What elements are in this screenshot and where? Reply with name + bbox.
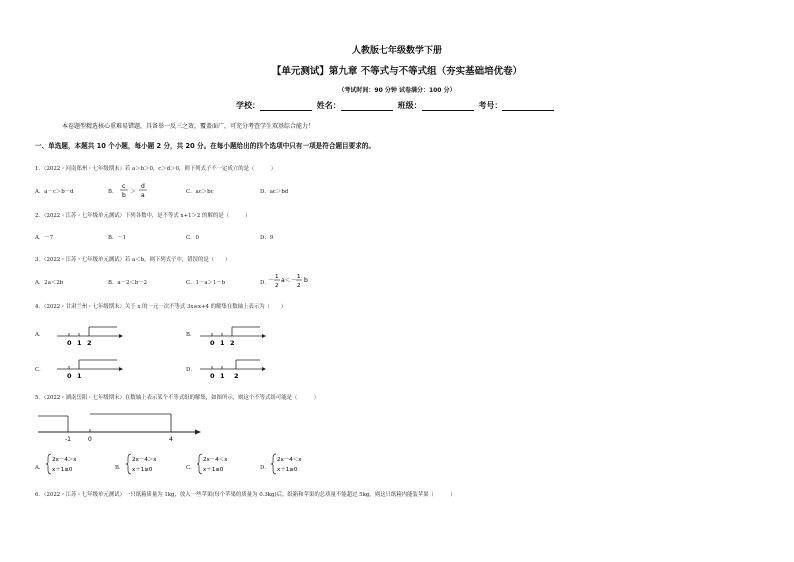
frac-op: ＞ bbox=[130, 188, 137, 195]
q1-option-a[interactable]: A．a－c＞b－d bbox=[35, 189, 74, 195]
q1-option-d[interactable]: D．ac＞bd bbox=[260, 189, 289, 195]
q5-option-c[interactable]: C． bbox=[186, 465, 196, 471]
question-2-stem: 2．（2022・江苏・七年级单元测试）下列各数中，是不等式 x+1＞2 的解的是（ ） bbox=[35, 213, 251, 219]
q2-option-c[interactable]: C．0 bbox=[186, 235, 199, 241]
q1-option-c[interactable]: C．ac＞bc bbox=[186, 189, 214, 195]
question-3-stem: 3．（2022・江苏・七年级单元测试）若 a＜b，则下列式子中，错误的是（ ） bbox=[35, 257, 231, 263]
q3-option-b[interactable]: B．a－2＜b－2 bbox=[108, 280, 148, 286]
question-1-stem: 1．（2022・河南郑州・七年级期末）若 a＞b＞0，c＞d＞0，则下列式子不一定成立的是（ ） bbox=[35, 166, 277, 172]
name-label: 姓名： bbox=[316, 101, 341, 110]
q2-option-b[interactable]: B．－1 bbox=[108, 235, 127, 241]
tick-label-1: 1 bbox=[220, 372, 225, 380]
half-num-2: 1 bbox=[297, 274, 301, 280]
exam-info: （考试时间：90 分钟 试卷满分：100 分） bbox=[338, 87, 456, 94]
doc-subtitle: 【单元测试】第九章 不等式与不等式组（夯实基础培优卷） bbox=[271, 66, 523, 77]
intro-text: 本卷题型精选核心重难易错题，具备举一反三之效，覆盖面广，可充分考查学生双基综合能力！ bbox=[62, 123, 315, 130]
school-label: 学校： bbox=[236, 101, 260, 110]
tick-label-2: 2 bbox=[234, 372, 239, 380]
q4-option-d-number-line bbox=[198, 355, 268, 381]
tick-label-4: 4 bbox=[169, 436, 173, 443]
q4-option-a-number-line bbox=[55, 322, 125, 348]
ineq-1: 2x－4＜x bbox=[203, 457, 228, 463]
q3-option-c[interactable]: C．1－a＞1－b bbox=[186, 280, 226, 286]
q1-option-b[interactable]: B． bbox=[108, 189, 118, 195]
school-field[interactable] bbox=[260, 102, 312, 111]
q4-option-b-number-line bbox=[198, 322, 268, 348]
q5-number-line bbox=[36, 408, 206, 444]
exam-no-label: 考号： bbox=[478, 101, 503, 110]
ineq-2: x＋1≤0 bbox=[203, 467, 224, 473]
half-num: 1 bbox=[275, 274, 279, 280]
q3-option-d[interactable]: D． bbox=[260, 280, 270, 286]
question-6-stem: 6．（2022・江苏・七年级单元测试）一只纸箱质量为 1kg，放入一些苹果(每个苹果的质量为 0.3kg)后，纸箱和苹果的总质量不能超过 5kg，则这只纸箱内能装苹果（ ） bbox=[35, 492, 456, 498]
question-5-stem: 5．（2022・湖南岳阳・七年级期末）在数轴上表示某个不等式组的解集，如图所示，则这个不等式组可能是（ ） bbox=[35, 395, 319, 401]
expr-a: a＜－ bbox=[281, 277, 297, 284]
tick-label-1: 1 bbox=[220, 339, 225, 347]
tick-label-2: 2 bbox=[230, 339, 235, 347]
tick-label-0: 0 bbox=[67, 339, 72, 347]
section-heading: 一、单选题，本题共 10 个小题，每小题 2 分，共 20 分。在每小题给出的四个选项中只有一项是符合题目要求的。 bbox=[35, 142, 376, 150]
ineq-2: x＋1≤0 bbox=[52, 467, 73, 473]
tick-label-2: 2 bbox=[87, 339, 92, 347]
question-4-stem: 4．（2022・甘肃兰州・七年级期末）关于 x 的一元一次不等式 3x≥x+4 的解集在数轴上表示为（ ） bbox=[35, 304, 287, 310]
q5-option-b[interactable]: B． bbox=[115, 465, 125, 471]
tick-label-0: 0 bbox=[67, 372, 72, 380]
q5-option-b-system bbox=[125, 452, 175, 476]
ineq-1: 2x－4＜x bbox=[277, 457, 302, 463]
student-info-line bbox=[236, 100, 554, 111]
minus-sign: － bbox=[268, 277, 275, 284]
frac-den-b: b bbox=[122, 192, 126, 199]
q5-option-d[interactable]: D． bbox=[260, 465, 270, 471]
q3-option-d-expression bbox=[268, 271, 312, 291]
ineq-2: x＋1≥0 bbox=[277, 467, 298, 473]
q3-option-a[interactable]: A．2a＜2b bbox=[35, 280, 64, 286]
q4-option-a[interactable]: A． bbox=[35, 332, 45, 338]
ineq-1: 2x－4＞x bbox=[132, 457, 157, 463]
frac-num-c: c bbox=[122, 183, 126, 190]
q5-option-d-system bbox=[270, 452, 320, 476]
q2-option-d[interactable]: D．9 bbox=[260, 235, 274, 241]
frac-num-d: d bbox=[141, 183, 145, 190]
tick-label-0: 0 bbox=[210, 372, 215, 380]
tick-label-1: 1 bbox=[77, 339, 82, 347]
expr-b: b bbox=[304, 277, 308, 284]
ineq-2: x＋1≥0 bbox=[132, 467, 153, 473]
class-label: 班级： bbox=[397, 101, 422, 110]
q4-option-c[interactable]: C． bbox=[35, 367, 45, 373]
tick-label-1: 1 bbox=[77, 372, 82, 380]
half-den: 2 bbox=[275, 283, 279, 289]
tick-label-neg1: -1 bbox=[65, 436, 71, 443]
q5-option-a[interactable]: A． bbox=[35, 465, 45, 471]
tick-label-0: 0 bbox=[88, 436, 92, 443]
q2-option-a[interactable]: A．－7 bbox=[35, 235, 54, 241]
q5-option-a-system bbox=[45, 452, 95, 476]
doc-title: 人教版七年级数学下册 bbox=[351, 46, 442, 56]
ineq-1: 2x－4＞x bbox=[52, 457, 77, 463]
class-field[interactable] bbox=[422, 102, 474, 111]
half-den-2: 2 bbox=[297, 283, 301, 289]
q5-option-c-system bbox=[196, 452, 246, 476]
tick-label-0: 0 bbox=[210, 339, 215, 347]
q4-option-d[interactable]: D． bbox=[186, 367, 196, 373]
frac-den-a: a bbox=[141, 192, 145, 199]
q4-option-b[interactable]: B． bbox=[186, 332, 196, 338]
q4-option-c-number-line bbox=[55, 355, 125, 381]
name-field[interactable] bbox=[341, 102, 393, 111]
exam-no-field[interactable] bbox=[502, 102, 554, 111]
q1-option-b-fraction bbox=[117, 181, 153, 201]
